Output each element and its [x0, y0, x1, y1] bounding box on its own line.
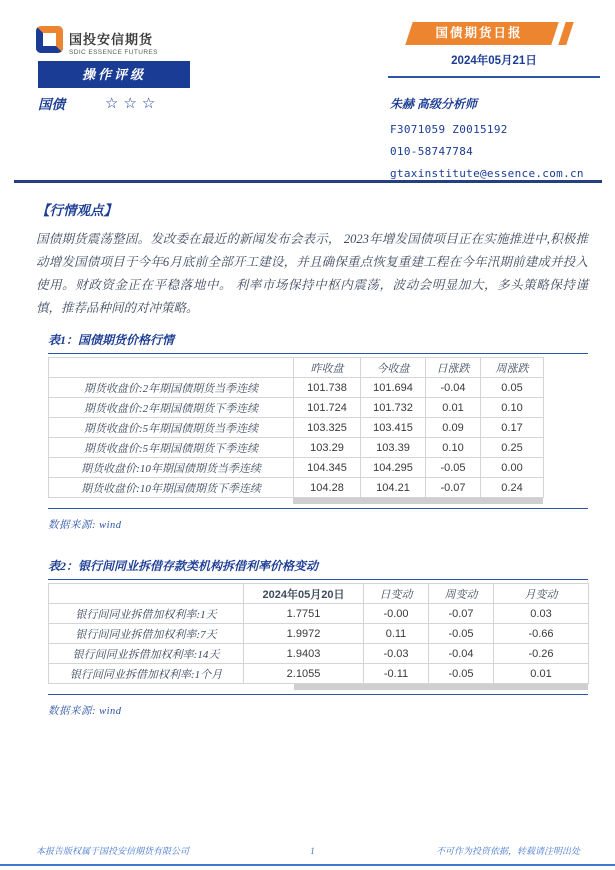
company-logo-icon	[36, 26, 63, 53]
analyst-phone: 010-58747784	[390, 145, 474, 158]
rating-label: 操作评级	[38, 61, 190, 88]
row-label: 银行间同业拆借加权利率:7天	[49, 624, 244, 644]
table1-scrollbar-strip	[293, 498, 543, 504]
cell-value: -0.05	[429, 624, 494, 644]
cell-value: -0.03	[364, 644, 429, 664]
table-row	[49, 644, 589, 664]
cell-value: -0.05	[429, 664, 494, 684]
row-label: 银行间同业拆借加权利率:1个月	[49, 664, 244, 684]
table1-bottom-rule	[48, 508, 588, 509]
cell-value: 1.9403	[244, 644, 364, 664]
row-label: 期货收盘价:10年期国债期货下季连续	[49, 478, 294, 498]
viewpoint-heading: 【行情观点】	[36, 203, 117, 218]
cell-value: -0.11	[364, 664, 429, 684]
banner-stripe	[558, 22, 573, 45]
table1-title: 表1：国债期货价格行情	[48, 333, 175, 347]
company-subtitle: SDIC ESSENCE FUTURES	[69, 49, 158, 56]
cell-value: -0.07	[426, 478, 481, 498]
column-header: 日变动	[364, 584, 429, 604]
row-label: 期货收盘价:5年期国债期货当季连续	[49, 418, 294, 438]
cell-value: 0.00	[481, 458, 544, 478]
cell-value: 0.01	[426, 398, 481, 418]
cell-value: 101.694	[361, 378, 426, 398]
page-footer	[36, 844, 580, 857]
table2-data-source: 数据来源: wind	[48, 706, 122, 717]
column-header: 日涨跌	[426, 358, 481, 378]
cell-value: 104.21	[361, 478, 426, 498]
cell-value: 103.415	[361, 418, 426, 438]
cell-value: 101.732	[361, 398, 426, 418]
column-header: 周涨跌	[481, 358, 544, 378]
cell-value: 0.03	[494, 604, 589, 624]
row-label: 期货收盘价:2年期国债期货下季连续	[49, 398, 294, 418]
report-title-banner	[402, 22, 572, 45]
cell-value: 2.1055	[244, 664, 364, 684]
report-date: 2024年05月21日	[388, 52, 600, 78]
cell-value: 104.28	[294, 478, 361, 498]
cell-value: -0.05	[426, 458, 481, 478]
rating-row	[38, 93, 160, 113]
row-label: 期货收盘价:5年期国债期货下季连续	[49, 438, 294, 458]
table2-section	[48, 557, 588, 718]
row-label: 期货收盘价:10年期国债期货当季连续	[49, 458, 294, 478]
table1-title-rule	[48, 353, 588, 354]
star-rating: ☆☆☆	[105, 95, 161, 112]
cell-value: 0.05	[481, 378, 544, 398]
cell-value: 0.10	[426, 438, 481, 458]
page-number: 1	[310, 845, 315, 856]
instrument-label: 国债	[38, 97, 65, 112]
footer-disclaimer: 不可作为投资依据，转载请注明出处	[435, 846, 580, 856]
cell-value: 101.724	[294, 398, 361, 418]
cell-value: 1.9972	[244, 624, 364, 644]
cell-value: 0.11	[364, 624, 429, 644]
cell-value: 0.17	[481, 418, 544, 438]
row-label: 银行间同业拆借加权利率:1天	[49, 604, 244, 624]
column-header	[49, 358, 294, 378]
header-divider	[14, 180, 602, 183]
table-row	[49, 398, 544, 418]
cell-value: 103.39	[361, 438, 426, 458]
cell-value: -0.26	[494, 644, 589, 664]
cell-value: 0.24	[481, 478, 544, 498]
table2-title: 表2：银行间同业拆借存款类机构拆借利率价格变动	[48, 559, 319, 573]
cell-value: -0.04	[429, 644, 494, 664]
cell-value: -0.00	[364, 604, 429, 624]
report-title: 国债期货日报	[435, 26, 523, 40]
footer-copyright: 本报告版权属于国投安信期货有限公司	[36, 846, 190, 856]
viewpoint-section	[36, 199, 588, 320]
cell-value: 101.738	[294, 378, 361, 398]
table-row	[49, 418, 544, 438]
cell-value: 0.25	[481, 438, 544, 458]
column-header: 昨收盘	[294, 358, 361, 378]
cell-value: -0.07	[429, 604, 494, 624]
table2-bottom-rule	[48, 694, 588, 695]
table1-section	[48, 331, 588, 532]
viewpoint-paragraph: 国债期货震荡整固。发改委在最近的新闻发布会表示， 2023年增发国债项目正在实施推进中,积极推动增发国债项目于今年6月底前全部开工建设，并且确保重点恢复重建工程在今年汛期前建成并投入使用。财政资金正在平稳落地中。 利率市场保持中枢内震荡，波动会明显加大，多头策略保持谨慎，推荐品种间的对冲策略。	[36, 232, 588, 315]
table-row	[49, 664, 589, 684]
cell-value: 0.01	[494, 664, 589, 684]
table1-data-source: 数据来源: wind	[48, 520, 122, 531]
cell-value: -0.04	[426, 378, 481, 398]
table-row	[49, 604, 589, 624]
table-row	[49, 624, 589, 644]
column-header: 周变动	[429, 584, 494, 604]
row-label: 期货收盘价:2年期国债期货当季连续	[49, 378, 294, 398]
bottom-rule	[0, 864, 615, 866]
table2-title-rule	[48, 579, 588, 580]
analyst-block	[390, 95, 584, 189]
cell-value: 0.10	[481, 398, 544, 418]
table-row	[49, 478, 544, 498]
cell-value: 0.09	[426, 418, 481, 438]
column-header: 今收盘	[361, 358, 426, 378]
table-row	[49, 378, 544, 398]
row-label: 银行间同业拆借加权利率:14天	[49, 644, 244, 664]
cell-value: 103.29	[294, 438, 361, 458]
column-header: 月变动	[494, 584, 589, 604]
column-header	[49, 584, 244, 604]
cell-value: 103.325	[294, 418, 361, 438]
cell-value: -0.66	[494, 624, 589, 644]
analyst-licenses: F3071059 Z0015192	[390, 123, 508, 136]
analyst-name: 朱赫 高级分析师	[390, 97, 478, 111]
analyst-email[interactable]: gtaxinstitute@essence.com.cn	[390, 167, 584, 180]
cell-value: 1.7751	[244, 604, 364, 624]
cell-value: 104.345	[294, 458, 361, 478]
column-header: 2024年05月20日	[244, 584, 364, 604]
table-row	[49, 458, 544, 478]
interbank-rate-table	[48, 583, 589, 684]
table2-scrollbar-strip	[294, 684, 588, 690]
table-row	[49, 438, 544, 458]
futures-price-table	[48, 357, 544, 498]
cell-value: 104.295	[361, 458, 426, 478]
company-logo	[36, 26, 158, 56]
company-name: 国投安信期货	[69, 32, 154, 47]
